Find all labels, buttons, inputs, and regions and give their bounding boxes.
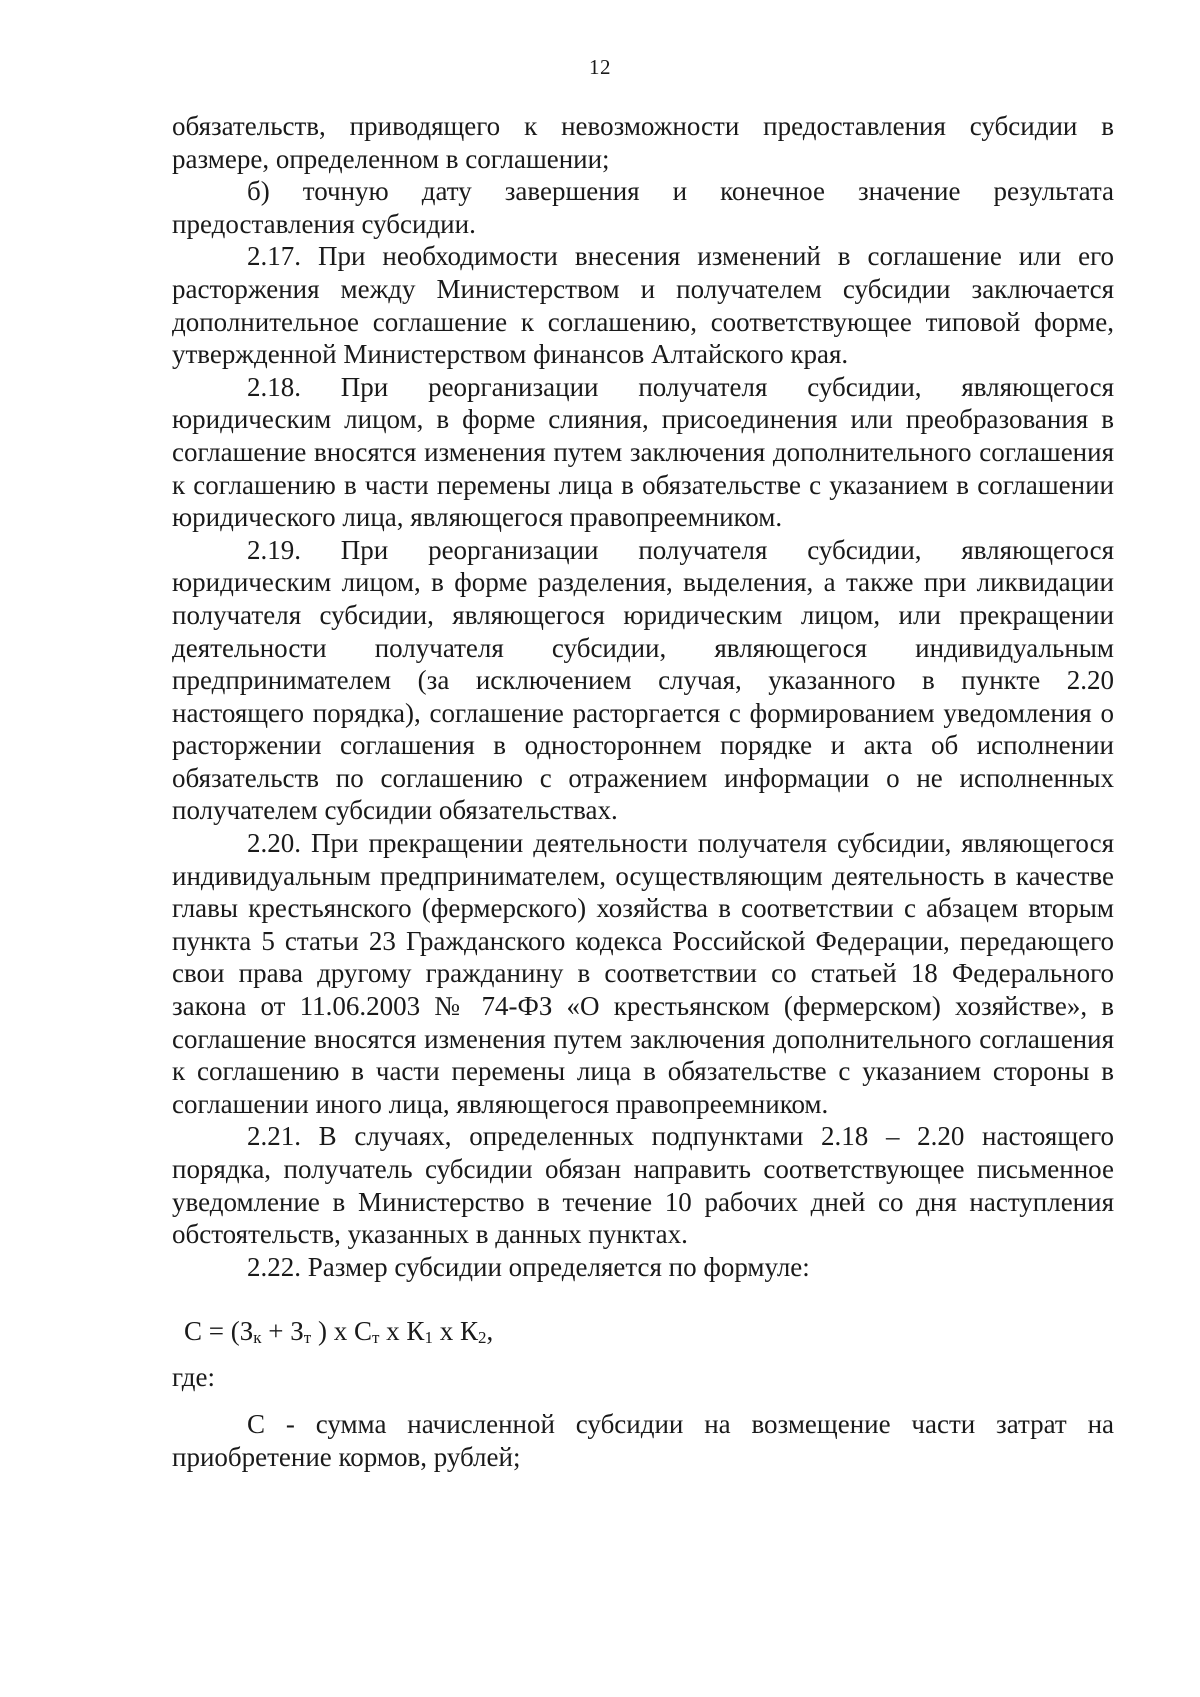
formula-part: х К [432,1316,478,1347]
paragraph-2-19: 2.19. При реорганизации получателя субсидии, являющегося юридическим лицом, в форме разделения, выделения, а также при ликвидации получателя субсидии, являющегося юридическим лицом, или прекращении деятельности получателя субсидии, являющегося индивидуальным предпринимателем (за исключением случая, указанного в пункте 2.20 настоящего порядка), соглашение расторгается с формированием уведомления о расторжении соглашения в одностороннем порядке и акта об исполнении обязательств по соглашению с отражением информации о не исполненных получателем субсидии обязательствах. [172,534,1114,826]
formula-part: х К [379,1316,425,1347]
paragraph-2-20: 2.20. При прекращении деятельности получателя субсидии, являющегося индивидуальным предпринимателем, осуществляющим деятельность в качестве главы крестьянского (фермерского) хозяйства в соответствии с абзацем вторым пункта 5 статьи 23 Гражданского кодекса Российской Федерации, передающего свои права другому гражданину в соответствии со статьей 18 Федерального закона от 11.06.2003 № 74-ФЗ «О крестьянском (фермерском) хозяйстве», в соглашение вносятся изменения путем заключения дополнительного соглашения к соглашению в части перемены лица в обязательстве с указанием стороны в соглашении иного лица, являющегося правопреемником. [172,828,1114,1119]
paragraph-2-18: 2.18. При реорганизации получателя субсидии, являющегося юридическим лицом, в форме слияния, присоединения или преобразования в соглашение вносятся изменения путем заключения дополнительного соглашения к соглашению в части перемены лица в обязательстве с указанием в соглашении юридического лица, являющегося правопреемником. [172,371,1114,533]
paragraph-2-21: 2.21. В случаях, определенных подпунктами 2.18 – 2.20 настоящего порядка, получатель субсидии обязан направить соответствующее письменное уведомление в Министерство в течение 10 рабочих дней со дня наступления обстоятельств, указанных в данных пунктах. [172,1121,1114,1250]
formula-subscript: 2 [477,1328,487,1348]
where-label: где: [172,1362,215,1393]
paragraph-b: б) точную дату завершения и конечное значение результата предоставления субсидии. [172,176,1114,239]
formula-part: С = (З [184,1316,254,1347]
page-number: 12 [589,55,611,79]
document-body [172,110,1114,1473]
formula-subscript: к [253,1328,262,1348]
formula-part: ) х С [311,1316,372,1347]
subsidy-formula [172,1283,1114,1361]
definition-c: С - сумма начисленной субсидии на возмещение части затрат на приобретение кормов, рублей; [172,1408,1114,1472]
paragraph-2-17: 2.17. При необходимости внесения изменений в соглашение или его расторжения между Министерством и получателем субсидии заключается дополнительное соглашение к соглашению, соответствующее типовой форме, утвержденной Министерством финансов Алтайского края. [172,241,1114,370]
formula-part: + З [261,1316,304,1347]
formula-subscript: 1 [424,1328,433,1348]
formula-subscript: т [303,1328,312,1348]
paragraph-2-22: 2.22. Размер субсидии определяется по формуле: [247,1251,810,1282]
paragraph-continuation: обязательств, приводящего к невозможности предоставления субсидии в размере, определенном в соглашении; [172,111,1114,174]
formula-part: , [486,1316,494,1347]
formula-subscript: т [371,1328,380,1348]
